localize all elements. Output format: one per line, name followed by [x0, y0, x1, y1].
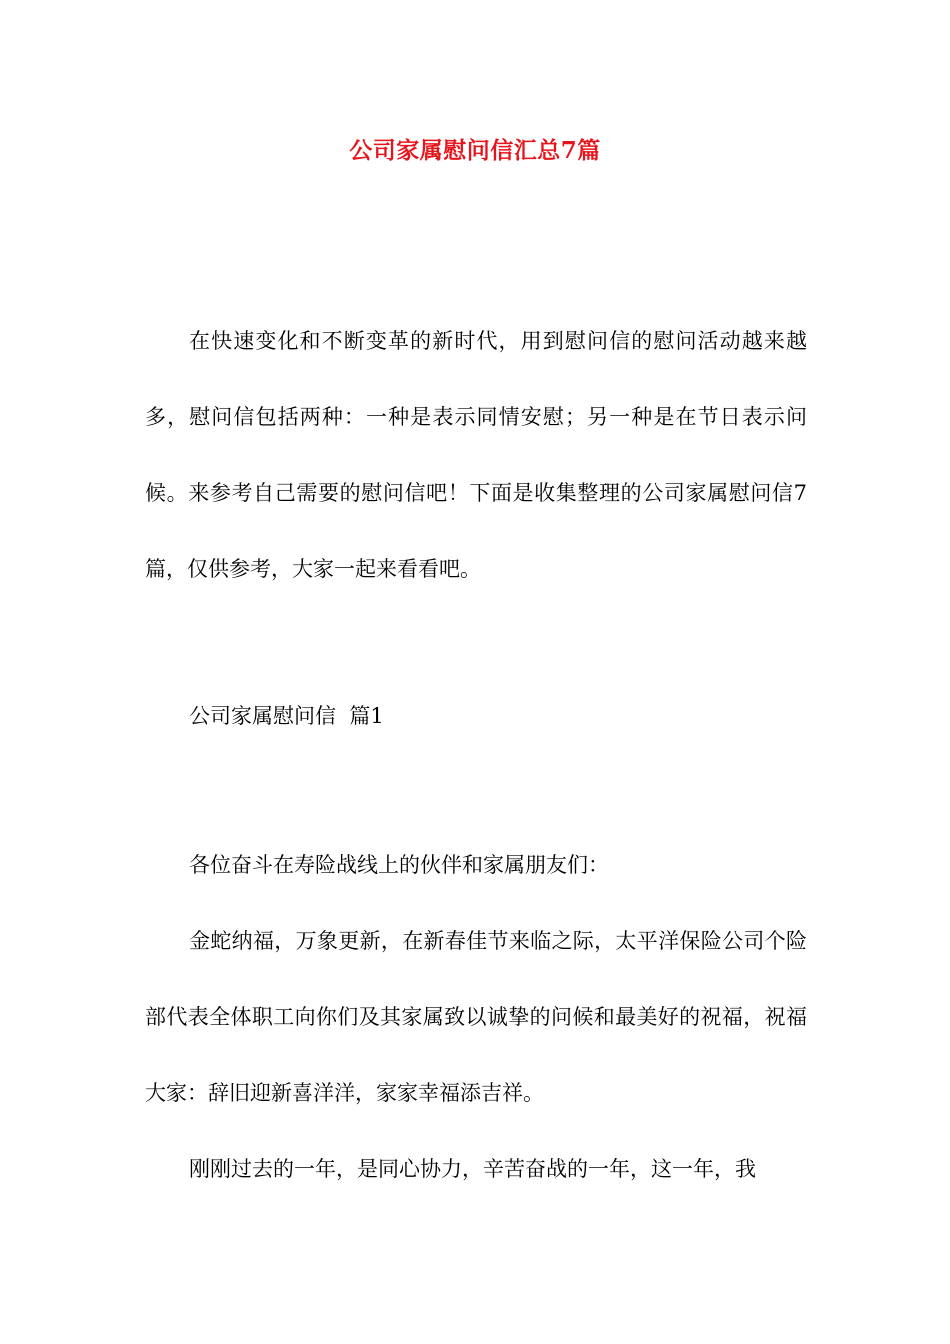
section-heading: 公司家属慰问信 篇1	[189, 704, 384, 728]
body-paragraph: 刚刚过去的一年，是同心协力，辛苦奋战的一年，这一年，我	[189, 1157, 756, 1181]
body-paragraph: 金蛇纳福，万象更新，在新春佳节来临之际，太平洋保险公司个险部代表全体职工向你们及其家属致以诚挚的问候和最美好的祝福，祝福大家：辞旧迎新喜洋洋，家家幸福添吉祥。	[145, 929, 807, 1105]
intro-paragraph: 在快速变化和不断变革的新时代，用到慰问信的慰问活动越来越多，慰问信包括两种：一种是表示同情安慰；另一种是在节日表示问候。来参考自己需要的慰问信吧！下面是收集整理的公司家属慰问信7篇，仅供参考，大家一起来看看吧。	[145, 329, 807, 581]
document-title: 公司家属慰问信汇总7篇	[349, 137, 601, 164]
salutation-paragraph: 各位奋斗在寿险战线上的伙伴和家属朋友们：	[189, 853, 609, 877]
